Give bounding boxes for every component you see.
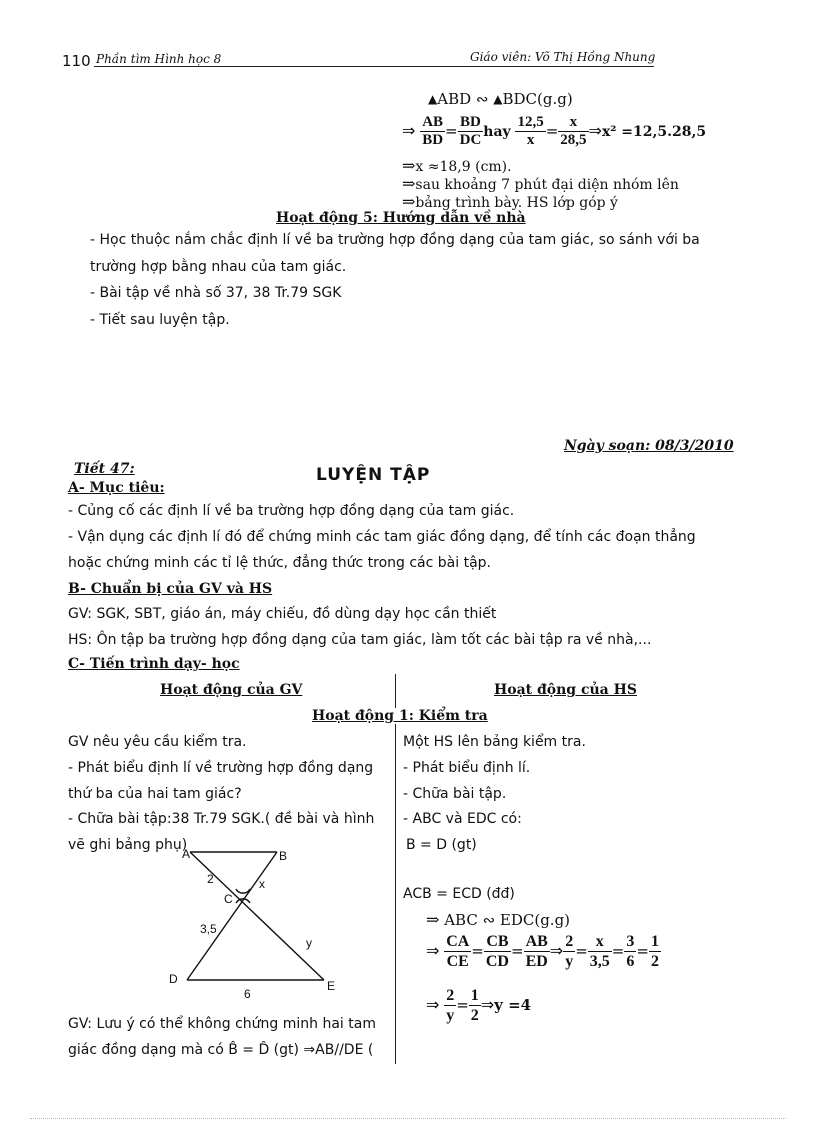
label-D: D <box>169 972 178 986</box>
hs-line-5: B = D (gt) <box>406 837 477 853</box>
gv-line-1: GV nêu yêu cầu kiểm tra. <box>68 734 247 750</box>
homework-title: Hoạt động 5: Hướng dẫn về nhà <box>276 210 526 226</box>
lesson-date: Ngày soạn: 08/3/2010 <box>564 438 734 454</box>
header-teacher: Giáo viên: Võ Thị Hồng Nhung <box>470 50 656 64</box>
col-header-gv: Hoạt động của GV <box>160 682 303 698</box>
page-number: 110 <box>62 52 91 70</box>
homework-item-1b: trường hợp bằng nhau của tam giác. <box>90 259 347 275</box>
gv-line-2b: thứ ba của hai tam giác? <box>68 786 242 802</box>
homework-item-2: - Bài tập về nhà số 37, 38 Tr.79 SGK <box>90 285 342 301</box>
header-subject: Phần tìm Hình học 8 <box>96 52 222 66</box>
objective-1: - Củng cố các định lí về ba trường hợp đồng dạng của tam giác. <box>68 503 515 519</box>
homework-item-3: - Tiết sau luyện tập. <box>90 312 230 328</box>
x-result: ⇒x ≈18,9 (cm). <box>402 156 512 175</box>
section-b-title: B- Chuẩn bị của GV và HS <box>68 581 273 597</box>
hs-line-4: - ABC và EDC có: <box>403 811 522 827</box>
group-note-2: ⇒bảng trình bày. HS lớp góp ý <box>402 192 618 211</box>
header-rule <box>94 66 654 67</box>
hs-similar-line: ⇒ ABC ∾ EDC(g.g) <box>426 910 571 929</box>
prep-gv: GV: SGK, SBT, giáo án, máy chiếu, đồ dùng dạy học cần thiết <box>68 606 497 622</box>
prep-hs: HS: Ôn tập ba trường hợp đồng dạng của tam giác, làm tốt các bài tập ra về nhà,... <box>68 632 652 648</box>
hs-line-2: - Phát biểu định lí. <box>403 760 531 776</box>
lesson-title: LUYỆN TẬP <box>316 465 431 485</box>
hs-line-6: ACB = ECD (đđ) <box>403 886 515 902</box>
label-A: A <box>182 847 191 861</box>
col-header-hs: Hoạt động của HS <box>494 682 637 698</box>
lesson-period: Tiết 47: <box>74 461 135 477</box>
gv-line-2a: - Phát biểu định lí về trường hợp đồng dạng <box>68 760 374 776</box>
ratio-equation: ⇒ $\frac{AB}{BD}$ = $\frac{BD}{DC}$ hay $\frac{12,5}{x}$ = $\frac{x}{28,5}$ ⇒x² =12,5.28,5 <box>402 114 707 148</box>
hs-final-equation: ⇒ $\frac{2}{y}$ = $\frac{1}{2}$ ⇒y =4 <box>426 987 532 1024</box>
objective-2a: - Vận dụng các định lí đó để chứng minh các tam giác đồng dạng, để tính các đoạn thẳng <box>68 529 696 545</box>
column-divider <box>395 674 396 1064</box>
section-c-title: C- Tiến trình dạy- học <box>68 656 240 672</box>
length-y: y <box>306 936 312 950</box>
similar-triangles-abd-bdc: ▲ABD ∾ ▲BDC(g.g) <box>428 90 573 108</box>
triangle-figure <box>160 845 360 1005</box>
hs-line-1: Một HS lên bảng kiểm tra. <box>403 734 586 750</box>
gv-line-3b: vẽ ghi bảng phụ) <box>68 837 188 853</box>
length-6: 6 <box>244 987 251 1001</box>
label-B: B <box>279 849 288 863</box>
section-a-title: A- Mục tiêu: <box>68 480 165 496</box>
label-C: C <box>224 892 233 906</box>
gv-line-3a: - Chữa bài tập:38 Tr.79 SGK.( đề bài và hình <box>68 811 375 827</box>
hs-line-3: - Chữa bài tập. <box>403 786 507 802</box>
gv-line-4a: GV: Lưu ý có thể không chứng minh hai tam <box>68 1016 376 1032</box>
bottom-rule <box>30 1118 786 1119</box>
objective-2b: hoặc chứng minh các tỉ lệ thức, đẳng thức trong các bài tập. <box>68 555 491 571</box>
length-x: x <box>259 877 265 891</box>
segment-bd <box>187 852 277 980</box>
activity-1-title: Hoạt động 1: Kiểm tra <box>312 708 488 724</box>
group-note-1: ⇒sau khoảng 7 phút đại diện nhóm lên <box>402 174 679 193</box>
length-3-5: 3,5 <box>200 922 217 936</box>
homework-item-1a: - Học thuộc nắm chắc định lí về ba trường hợp đồng dạng của tam giác, so sánh với ba <box>90 232 700 248</box>
length-2: 2 <box>207 872 214 886</box>
gv-line-4b: giác đồng dạng mà có B̂ = D̂ (gt) ⇒AB//DE ( <box>68 1042 374 1058</box>
hs-ratio-equation: ⇒ $\frac{CA}{CE}$ = $\frac{CB}{CD}$ = $\frac{AB}{ED}$ ⇒ $\frac{2}{y}$ = $\frac{x}{3,5}$ = $\frac{3}{6}$ = $\frac{1}{2}$ <box>426 933 659 970</box>
label-E: E <box>327 979 336 993</box>
